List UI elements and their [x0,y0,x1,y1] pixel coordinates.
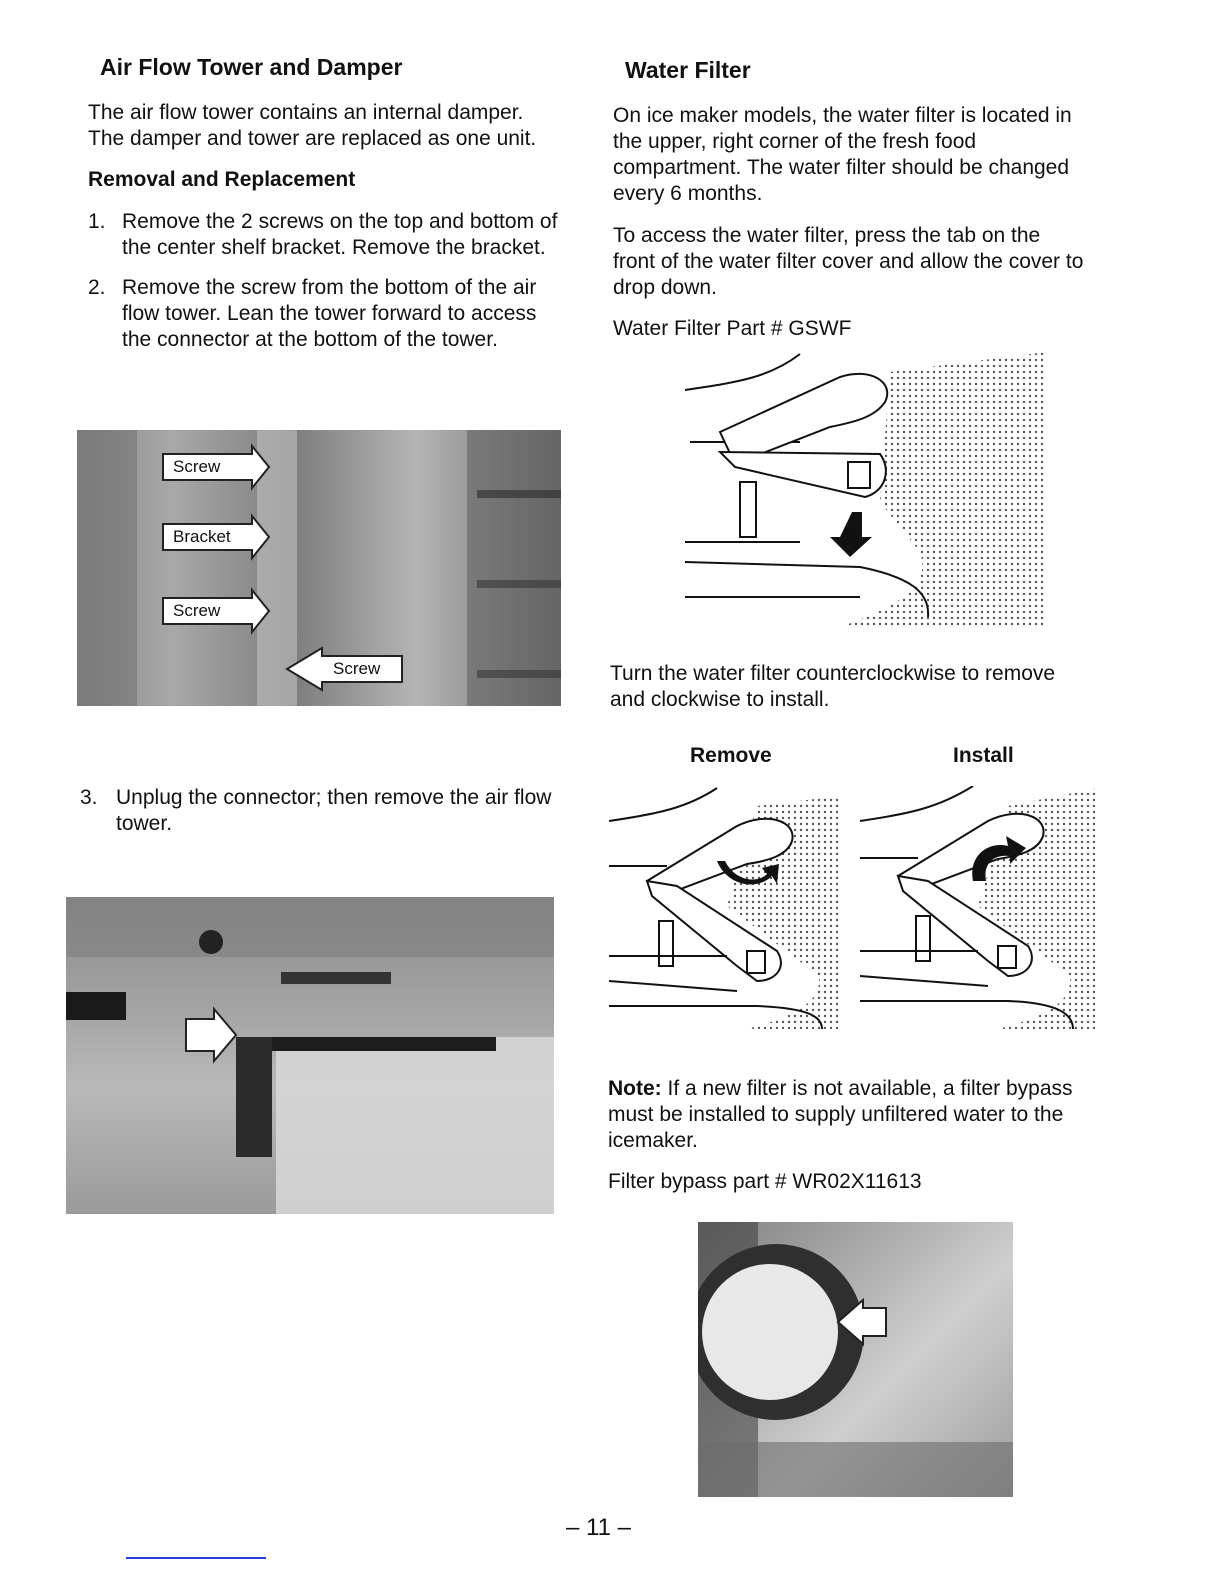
connector-photo [66,897,554,1214]
label-screw-right: Screw [333,659,381,678]
para-line: drop down. [613,276,717,299]
note-text: must be installed to supply unfiltered water to the [608,1103,1064,1126]
step-line: Unplug the connector; then remove the air flow [116,786,552,809]
label-screw-top: Screw [173,457,221,476]
note-block [608,1076,1073,1154]
step-line: the connector at the bottom of the tower. [122,328,498,351]
step-3-text [116,785,551,837]
para-line: To access the water filter, press the tab on the [613,224,1041,247]
section-heading-airflow: Air Flow Tower and Damper [100,54,403,80]
para-line: every 6 months. [613,182,763,205]
step-number: 3. [80,786,98,809]
note-text: icemaker. [608,1129,698,1152]
connector-photo-art [66,897,554,1214]
remove-label: Remove [690,744,772,767]
note-line-1 [608,1076,1073,1102]
turn-instructions [610,661,1055,713]
water-filter-para1 [613,103,1072,207]
bracket-photo-art [77,430,561,706]
bypass-photo-art [698,1222,1013,1497]
step-1-text [122,209,557,261]
install-diagram [858,786,1102,1031]
para-line: On ice maker models, the water filter is located in [613,104,1072,127]
step-line: flow tower. Lean the tower forward to access [122,302,537,325]
label-bracket: Bracket [173,527,231,546]
airflow-intro-line: The damper and tower are replaced as one unit. [88,127,537,150]
step-line: tower. [116,812,173,835]
para-line: and clockwise to install. [610,688,830,711]
bracket-photo [77,430,561,706]
remove-diagram [607,786,843,1031]
install-label: Install [953,744,1014,767]
filter-cover-diagram [680,352,1050,632]
para-line: Turn the water filter counterclockwise to remove [610,662,1056,685]
step-line: the center shelf bracket. Remove the bracket. [122,236,546,259]
section-heading-water-filter: Water Filter [625,57,751,83]
bypass-part-number: Filter bypass part # WR02X11613 [608,1170,922,1193]
page-number: – 11 – [566,1514,631,1541]
step-number: 1. [88,210,106,233]
subheading-removal: Removal and Replacement [88,168,356,191]
bypass-photo [698,1222,1013,1497]
water-filter-part-number: Water Filter Part # GSWF [613,317,852,340]
note-text: If a new filter is not available, a filter bypass [661,1077,1073,1100]
para-line: the upper, right corner of the fresh food [613,130,977,153]
airflow-intro [88,100,536,152]
para-line: front of the water filter cover and allow the cover to [613,250,1084,273]
footer-rule [126,1557,266,1559]
step-2-text [122,275,536,353]
label-screw-bottom: Screw [173,601,221,620]
water-filter-para2 [613,223,1083,301]
step-line: Remove the 2 screws on the top and bottom of [122,210,558,233]
note-label: Note: [608,1077,662,1100]
airflow-intro-line: The air flow tower contains an internal damper. [88,101,524,124]
para-line: compartment. The water filter should be changed [613,156,1070,179]
step-line: Remove the screw from the bottom of the air [122,276,537,299]
step-number: 2. [88,276,106,299]
